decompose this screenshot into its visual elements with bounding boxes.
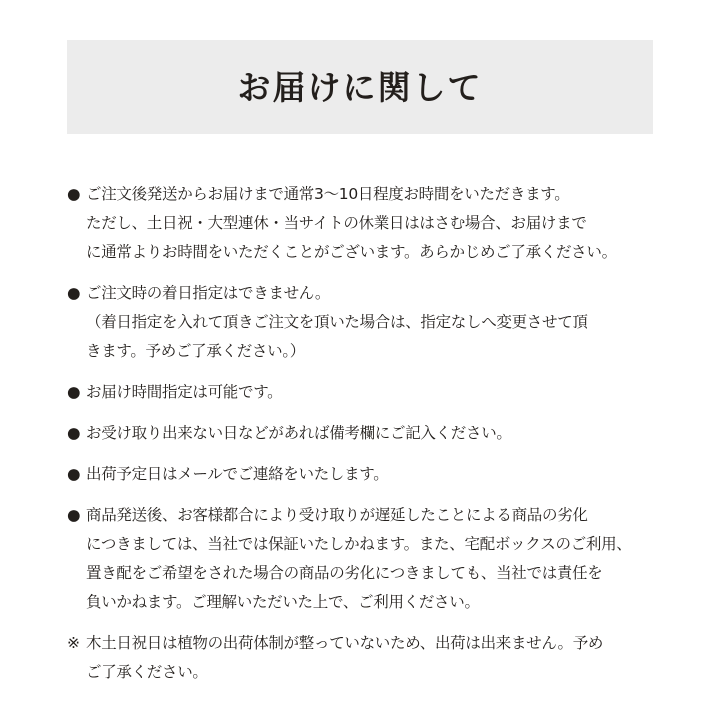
note-line: 置き配をご希望をされた場合の商品の劣化につきましても、当社では責任を [86, 564, 603, 582]
list-item [67, 378, 659, 407]
notes-list [67, 180, 659, 699]
note-line: お届け時間指定は可能です。 [86, 383, 283, 401]
bullet-marker: ● [67, 284, 81, 302]
note-line: ご注文時の着日指定はできません。 [86, 284, 331, 302]
note-line: に通常よりお時間をいただくことがございます。あらかじめご了承ください。 [86, 243, 617, 261]
note-line: お受け取り出来ない日などがあれば備考欄にご記入ください。 [86, 424, 512, 442]
note-line: 負いかねます。ご理解いただいた上で、ご利用ください。 [86, 593, 480, 611]
note-line: ご了承ください。 [86, 663, 208, 681]
bullet-marker: ● [67, 506, 81, 524]
note-line: ご注文後発送からお届けまで通常3〜10日程度お時間をいただきます。 [86, 185, 570, 203]
bullet-marker: ● [67, 185, 81, 203]
list-item [67, 460, 659, 489]
note-line: 木土日祝日は植物の出荷体制が整っていないため、出荷は出来ません。予め [86, 634, 604, 652]
title-banner [67, 40, 653, 134]
page-title: お届けに関して [237, 67, 483, 107]
note-line: きます。予めご了承ください。） [86, 342, 306, 360]
bullet-marker: ● [67, 383, 81, 401]
bullet-marker: ● [67, 465, 81, 483]
note-line: （着日指定を入れて頂きご注文を頂いた場合は、指定なしへ変更させて頂 [86, 313, 588, 331]
bullet-marker: ● [67, 424, 81, 442]
note-line: 商品発送後、お客様都合により受け取りが遅延したことによる商品の劣化 [86, 506, 588, 524]
list-item [67, 180, 659, 267]
asterisk-marker: ※ [67, 634, 80, 652]
note-line: ただし、土日祝・大型連休・当サイトの休業日ははさむ場合、お届けまで [86, 214, 587, 232]
list-item [67, 419, 659, 448]
list-item [67, 501, 659, 617]
note-line: 出荷予定日はメールでご連絡をいたします。 [86, 465, 389, 483]
footnote-item [67, 629, 659, 687]
note-line: につきましては、当社では保証いたしかねます。また、宅配ボックスのご利用、 [86, 535, 632, 553]
list-item [67, 279, 659, 366]
